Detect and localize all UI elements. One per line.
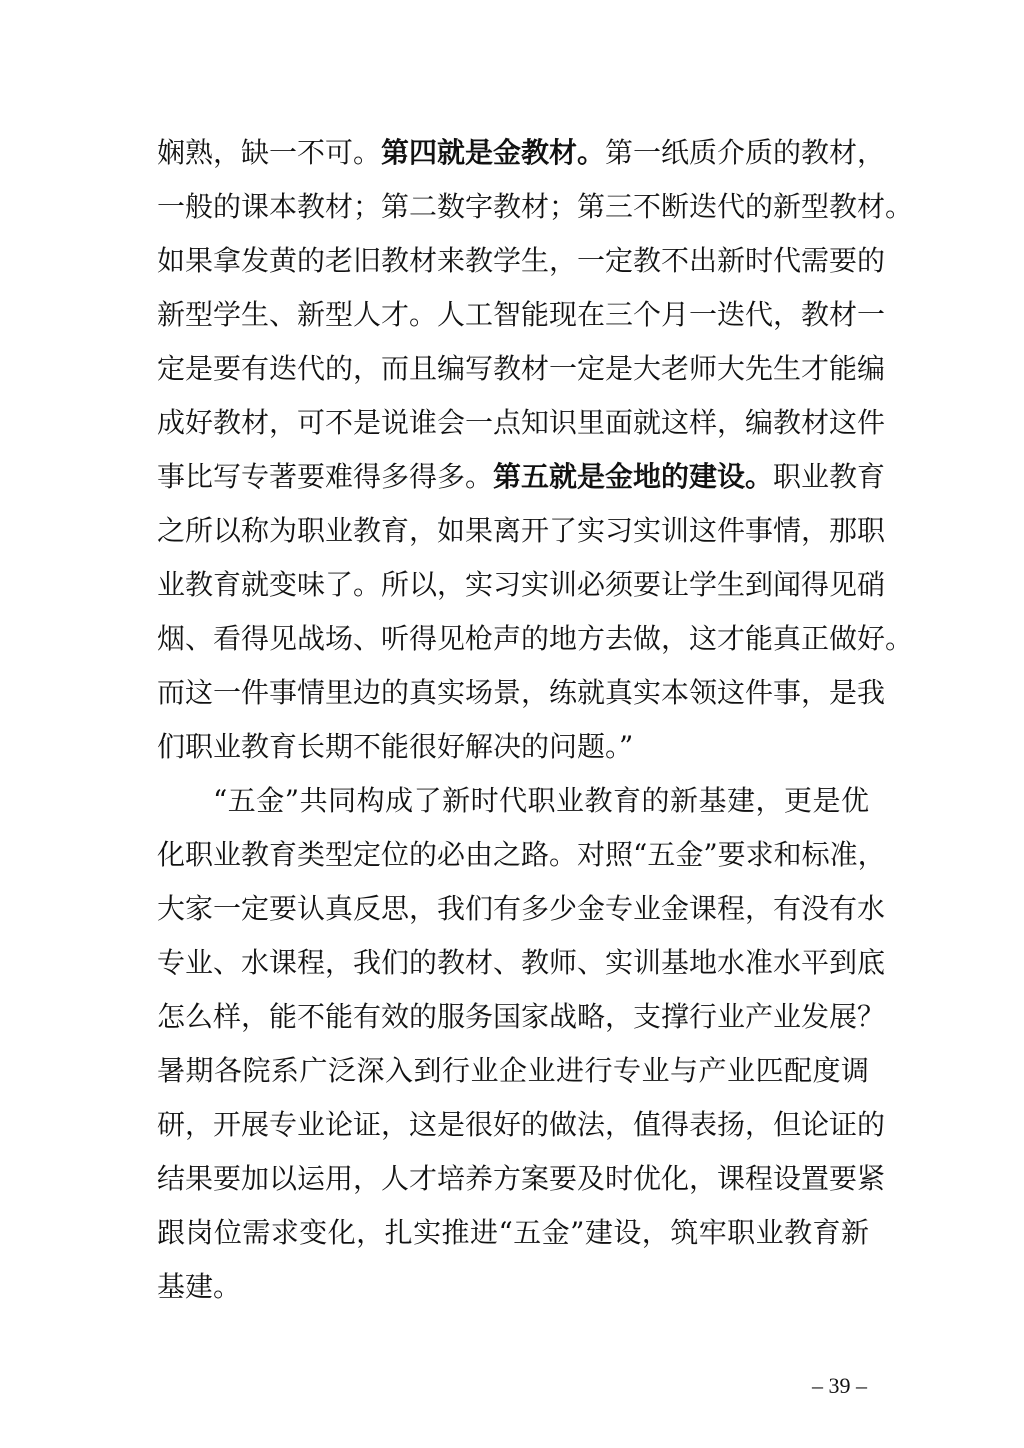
line-text: “五金”共同构成了新时代职业教育的新基建，更是优 <box>213 784 869 817</box>
line-text: 如果拿发黄的老旧教材来教学生，一定教不出新时代需要的 <box>157 244 886 277</box>
text-line <box>157 612 914 666</box>
text-line <box>157 828 886 882</box>
line-text: 专业、水课程，我们的教材、教师、实训基地水准水平到底 <box>157 946 886 979</box>
text-line <box>157 936 886 990</box>
text-line <box>157 1098 886 1152</box>
text-line <box>157 450 886 504</box>
text-line <box>157 342 886 396</box>
line-text: 成好教材，可不是说谁会一点知识里面就这样，编教材这件 <box>157 406 886 439</box>
line-text: 基建。 <box>157 1270 242 1303</box>
line-text: 一般的课本教材；第二数字教材；第三不断迭代的新型教材。 <box>157 190 914 223</box>
text-line <box>157 1206 869 1260</box>
line-text: 怎么样，能不能有效的服务国家战略，支撑行业产业发展？ <box>157 1000 886 1033</box>
line-text: 职业教育 <box>773 460 886 493</box>
text-line <box>157 882 886 936</box>
line-text: 研，开展专业论证，这是很好的做法，值得表扬，但论证的 <box>157 1108 886 1141</box>
line-text: 大家一定要认真反思，我们有多少金专业金课程，有没有水 <box>157 892 886 925</box>
text-line <box>157 234 886 288</box>
text-line <box>157 126 886 180</box>
text-line <box>157 558 886 612</box>
line-text: 娴熟，缺一不可。 <box>157 136 382 169</box>
line-text: 而这一件事情里边的真实场景，练就真实本领这件事，是我 <box>157 676 886 709</box>
page-number: – 39 – <box>812 1373 867 1398</box>
line-text: 烟、看得见战场、听得见枪声的地方去做，这才能真正做好。 <box>157 622 914 655</box>
text-line <box>157 180 914 234</box>
text-line <box>157 1152 886 1206</box>
line-text: 跟岗位需求变化，扎实推进“五金”建设，筑牢职业教育新 <box>157 1216 869 1249</box>
bold-heading-text: 第四就是金教材。 <box>381 136 606 169</box>
text-line <box>157 1260 869 1314</box>
text-line <box>157 1044 869 1098</box>
line-text: 第一纸质介质的教材， <box>605 136 886 169</box>
line-text: 们职业教育长期不能很好解决的问题。” <box>157 730 634 763</box>
line-text: 之所以称为职业教育，如果离开了实习实训这件事情，那职 <box>157 514 886 547</box>
line-text: 事比写专著要难得多得多。 <box>157 460 494 493</box>
line-text: 暑期各院系广泛深入到行业企业进行专业与产业匹配度调 <box>157 1054 869 1087</box>
line-text: 结果要加以运用，人才培养方案要及时优化，课程设置要紧 <box>157 1162 886 1195</box>
text-line <box>157 396 886 450</box>
line-text: 定是要有迭代的，而且编写教材一定是大老师大先生才能编 <box>157 352 886 385</box>
text-line <box>157 720 869 774</box>
line-text: 新型学生、新型人才。人工智能现在三个月一迭代，教材一 <box>157 298 886 331</box>
text-line <box>157 774 869 828</box>
text-line <box>157 504 886 558</box>
line-text: 业教育就变味了。所以，实习实训必须要让学生到闻得见硝 <box>157 568 886 601</box>
text-line <box>157 990 886 1044</box>
text-line <box>157 666 886 720</box>
line-text: 化职业教育类型定位的必由之路。对照“五金”要求和标准， <box>157 838 886 871</box>
bold-heading-text: 第五就是金地的建设。 <box>493 460 774 493</box>
text-line <box>157 288 886 342</box>
